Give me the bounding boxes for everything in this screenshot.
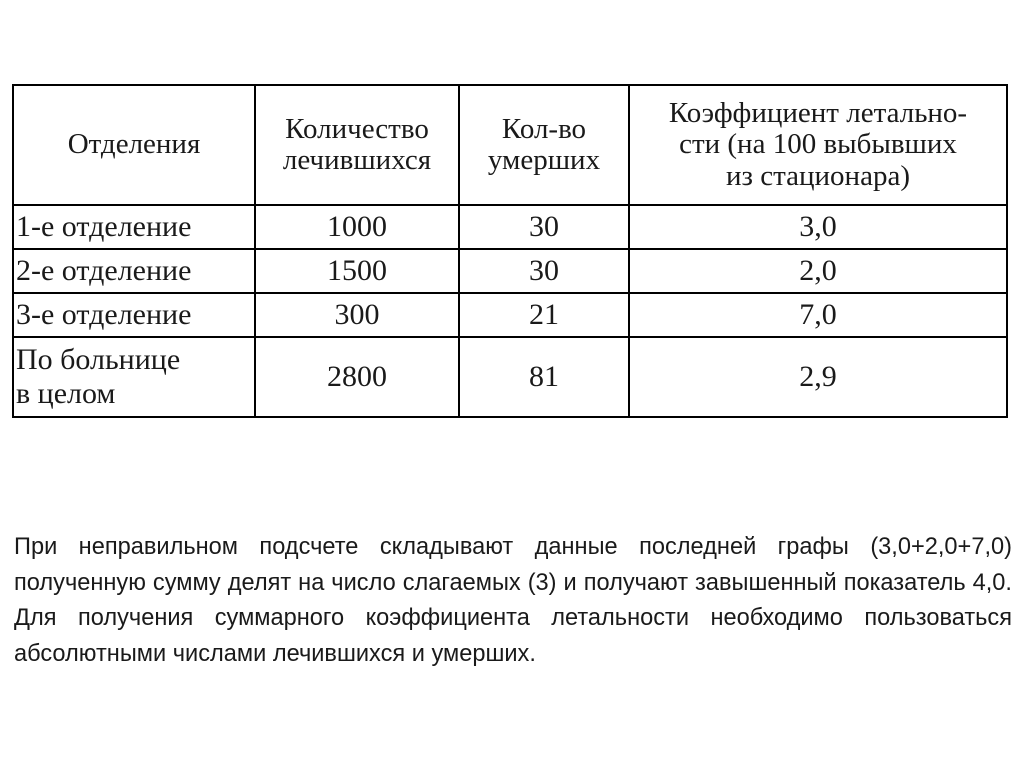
table-row: [13, 205, 1007, 249]
cell-department: [13, 205, 255, 249]
cell-lethality: 2,9: [629, 337, 1007, 417]
explanation-paragraph: При неправильном подсчете складывают данные последней графы (3,0+2,0+7,0) полученную сумму делят на число слагаемых (3) и получают завышенный показатель 4,0. Для получения суммарного коэффициента летальности необходимо пользоваться абсолютными числами лечившихся и умерших.: [14, 534, 1012, 667]
cell-deaths: 30: [459, 249, 629, 293]
cell-lethality: 3,0: [629, 205, 1007, 249]
header-deaths-line-2: умерших: [487, 144, 601, 176]
table-row: [13, 249, 1007, 293]
department-name: 2-е отделение: [16, 254, 192, 288]
table-header-row: [13, 85, 1007, 205]
cell-lethality: 7,0: [629, 293, 1007, 337]
cell-treated: 300: [255, 293, 459, 337]
cell-lethality: 2,0: [629, 249, 1007, 293]
header-lethality: [629, 85, 1007, 205]
header-lethality-line-2: сти (на 100 выбывших: [679, 128, 957, 161]
header-department: [13, 85, 255, 205]
cell-treated: 1500: [255, 249, 459, 293]
header-treated-line-2: лечившихся: [282, 144, 432, 176]
header-treated-line-1: Количество: [285, 112, 429, 145]
header-deaths-line-1: Кол-во: [501, 112, 587, 145]
department-name: 1-е отделение: [16, 210, 192, 244]
header-lethality-line-3: из стационара): [726, 159, 910, 192]
table-row-total: [13, 337, 1007, 417]
cell-department: [13, 249, 255, 293]
cell-treated: 2800: [255, 337, 459, 417]
header-deaths: [459, 85, 629, 205]
header-department-label: Отделения: [67, 128, 201, 161]
cell-treated: 1000: [255, 205, 459, 249]
header-lethality-line-1: Коэффициент летально-: [668, 97, 968, 130]
cell-deaths: 81: [459, 337, 629, 417]
lethality-table: [12, 84, 1008, 418]
cell-department: [13, 337, 255, 417]
cell-deaths: 21: [459, 293, 629, 337]
department-name-line-1: По больнице: [16, 343, 181, 377]
header-treated: [255, 85, 459, 205]
department-name-line-2: в целом: [16, 377, 116, 410]
cell-department: [13, 293, 255, 337]
cell-deaths: 30: [459, 205, 629, 249]
table-row: [13, 293, 1007, 337]
department-name: 3-е отделение: [16, 298, 192, 332]
